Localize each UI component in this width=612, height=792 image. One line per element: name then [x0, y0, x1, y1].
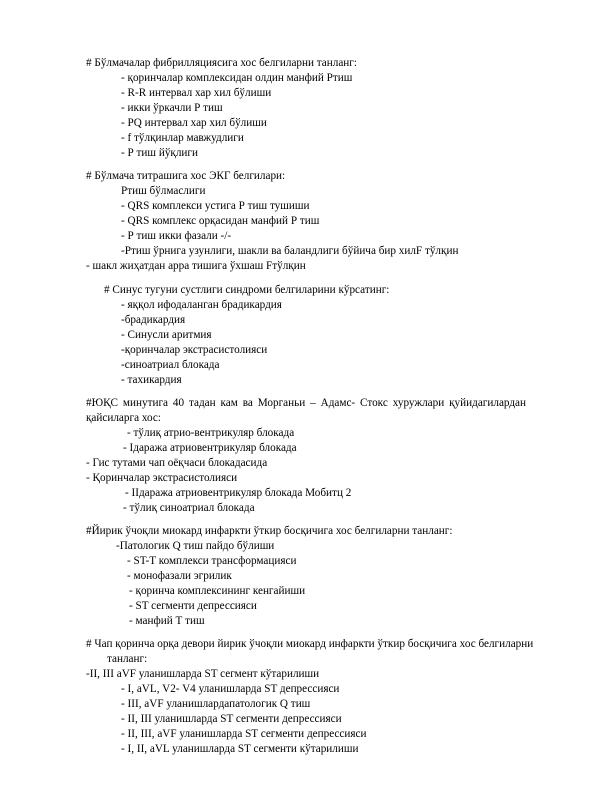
answer-option: -II, III aVF уланишларда ST сегмент кўтарилиши: [86, 668, 320, 680]
answer-option: - қоринчалар комплексидан олдин манфий Ртиш: [121, 72, 353, 84]
question-title: # Бўлмача титрашига хос ЭКГ белгилари:: [86, 170, 286, 182]
answer-option: - тўлиқ атрио-вентрикуляр блокада: [127, 427, 295, 439]
answer-option: - Р тиш икки фазали -/-: [121, 230, 232, 242]
question-title-continued: қайсиларга хос:: [86, 412, 161, 424]
answer-option: - ST сегменти депрессияси: [129, 600, 257, 612]
answer-option: - Қоринчалар экстрасистолияси: [86, 472, 238, 484]
answer-option: - I, II, aVL уланишларда ST сегменти кўтарилиши: [121, 743, 359, 755]
answer-option: -Патологик Q тиш пайдо бўлиши: [116, 540, 275, 552]
answer-option: Ртиш бўлмаслиги: [121, 185, 206, 197]
answer-option: - PQ интервал хар хил бўлиши: [121, 117, 267, 129]
question-title: #Йирик ўчоқли миокард инфаркти ўткир босқичига хос белгиларни танланг:: [86, 525, 453, 537]
answer-option: - манфий Т тиш: [129, 615, 205, 627]
answer-option: -қоринчалар экстрасистолияси: [121, 344, 268, 356]
answer-option: - қоринча комплексининг кенгайиши: [129, 585, 306, 597]
answer-option: - R-R интервал хар хил бўлиши: [121, 87, 272, 99]
answer-option: - IIдаража атриовентрикуляр блокада Мобитц 2: [125, 487, 352, 499]
answer-option: - f тўлқинлар мавжудлиги: [121, 132, 244, 144]
answer-option: - икки ўркачли Р тиш: [121, 102, 223, 114]
answer-option: - Iдаража атриовентрикуляр блокада: [123, 442, 297, 454]
answer-option: - шакл жиҳатдан арра тишига ўхшаш Fтўлқин: [86, 260, 306, 272]
question-title: # Бўлмачалар фибрилляциясига хос белгиларни танланг:: [86, 57, 357, 69]
answer-option: -синоатриал блокада: [121, 359, 220, 371]
answer-option: - монофазали эгрилик: [127, 570, 232, 582]
answer-option: - ST-T комплекси трансформацияси: [127, 555, 297, 567]
answer-option: - Синусли аритмия: [121, 329, 212, 341]
answer-option: - яққол ифодаланган брадикардия: [121, 299, 282, 311]
question-title: # Синус тугуни сустлиги синдроми белгиларини кўрсатинг:: [104, 284, 390, 296]
answer-option: - III, aVF уланишлардапатологик Q тиш: [121, 698, 311, 710]
answer-option: -брадикардия: [121, 314, 186, 326]
answer-option: - II, III, aVF уланишларда ST сегменти депрессияси: [121, 728, 367, 740]
question-title: # Чап қоринча орқа девори йирик ўчоқли миокард инфаркти ўткир босқичига хос белгиларни: [86, 638, 534, 650]
answer-option: - QRS комплекси устига Р тиш тушиши: [121, 200, 310, 212]
answer-option: - тўлиқ синоатриал блокада: [123, 502, 255, 514]
answer-option: - II, III уланишларда ST сегменти депрессияси: [121, 713, 342, 725]
question-title: #ЮҚС минутига 40 тадан кам ва Морганьи – Адамс- Стокс хуружлари қуйидагилардан: [86, 397, 526, 409]
answer-option: - тахикардия: [121, 374, 182, 386]
question-title-continued: танланг:: [107, 653, 148, 665]
answer-option: - QRS комплекс орқасидан манфий Р тиш: [121, 215, 320, 227]
answer-option: - I, aVL, V2- V4 уланишларда ST депрессияси: [121, 683, 340, 695]
answer-option: - Гис тутами чап оёқчаси блокадасида: [86, 457, 268, 469]
answer-option: -Ртиш ўрнига узунлиги, шакли ва баландлиги бўйича бир хилF тўлқин: [121, 245, 459, 257]
answer-option: - Р тиш йўқлиги: [121, 147, 198, 159]
